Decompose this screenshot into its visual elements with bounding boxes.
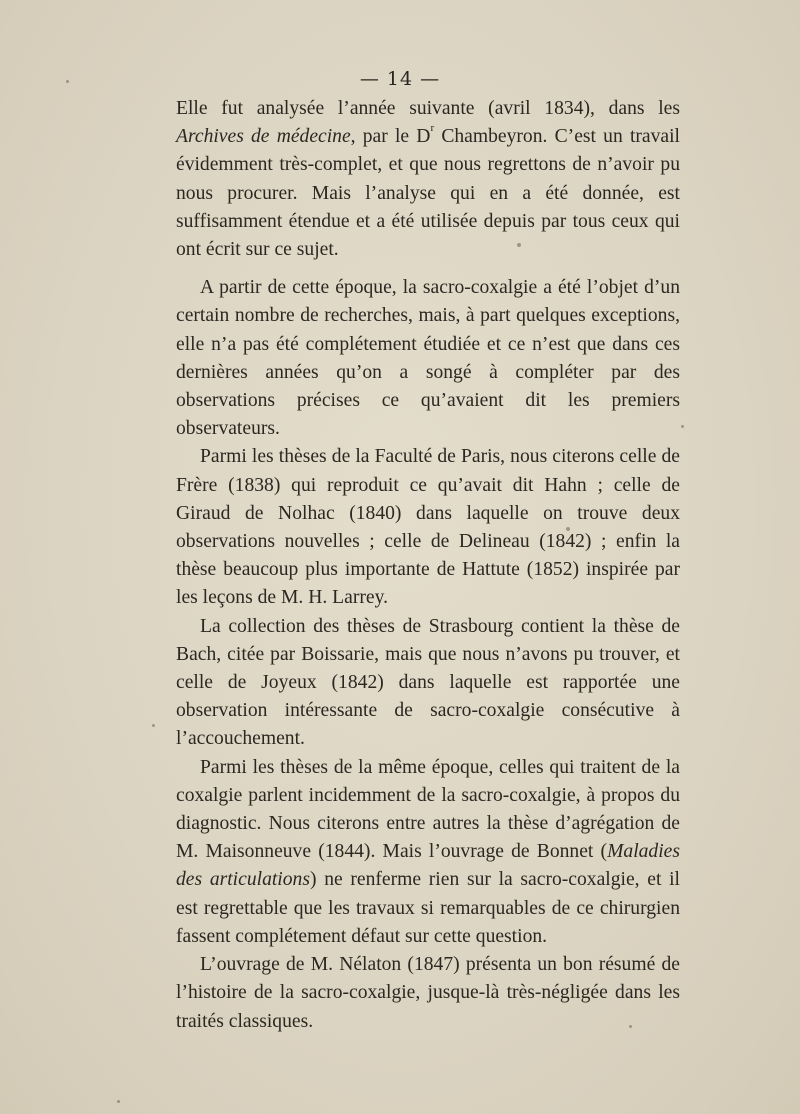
paper-speck: [66, 80, 69, 83]
text-run: L’ouvrage de M. Nélaton (1847) présenta un bon résumé de l’histoire de la sacro-coxalgie, jusque-là très-négligée dans les traités classiques.: [176, 954, 680, 1032]
paper-speck: [517, 243, 521, 247]
text-run: Elle fut analysée l’année suivante (avril 1834), dans les: [176, 98, 680, 119]
body-text: [176, 95, 680, 1036]
paper-speck: [681, 425, 684, 428]
paper-speck: [629, 1025, 632, 1028]
text-run: A partir de cette époque, la sacro-coxalgie a été l’objet d’un certain nombre de recherches, mais, à part quelques exceptions, elle n’a pas été complétement étudiée et ce n’est que dans ces dernières années qu’on a songé à compléter par des observations précises ce qu’avaient dit les premiers observateurs.: [176, 277, 680, 440]
paper-speck: [566, 527, 570, 531]
italic-title: Archives de médecine: [176, 126, 351, 148]
text-run: La collection des thèses de Strasbourg contient la thèse de Bach, citée par Boissarie, mais que nous n’avons pu trouver, et celle de Joyeux (1842) dans laquelle est rapportée une observation intéressante de sacro-coxalgie consécutive à l’accouchement.: [176, 615, 680, 750]
paper-speck: [152, 724, 155, 727]
paragraph-4: [176, 613, 680, 754]
text-run: ) ne renferme rien sur la sacro-coxalgie, et il est regrettable que les travaux si remarquables de ce chirurgien fassent complétement défaut sur cette question.: [176, 869, 680, 947]
paragraph-1: [176, 95, 680, 264]
paper-speck: [117, 1100, 120, 1103]
italic-title: Maladies des articulations: [176, 841, 680, 891]
paragraph-6: [176, 951, 680, 1036]
superscript: r: [430, 122, 435, 135]
text-run: Parmi les thèses de la même époque, celles qui traitent de la coxalgie parlent incidemment de la sacro-coxalgie, à propos du diagnostic. Nous citerons entre autres la thèse d’agrégation de M. Maisonneuve (1844). Mais l’ouvrage de Bonnet (: [176, 756, 680, 863]
page-number: — 14 —: [359, 68, 441, 90]
paragraph-3: [176, 443, 680, 612]
text-run: Chambeyron. C’est un travail évidemment très-complet, et que nous regrettons de n’avoir pu nous procurer. Mais l’analyse qui en a été donnée, est suffisamment étendue et a été utilisée depuis par tous ceux qui ont écrit sur ce sujet.: [176, 126, 680, 261]
paragraph-5: [176, 754, 680, 951]
text-run: Parmi les thèses de la Faculté de Paris, nous citerons celle de Frère (1838) qui reproduit ce qu’avait dit Hahn ; celle de Giraud de Nolhac (1840) dans laquelle on trouve deux observations nouvelles ; celle de Delineau (1842) ; enfin la thèse beaucoup plus importante de Hattute (1852) inspirée par les leçons de M. H. Larrey.: [176, 446, 680, 609]
paragraph-2: [176, 274, 680, 443]
text-run: , par le D: [350, 126, 431, 148]
